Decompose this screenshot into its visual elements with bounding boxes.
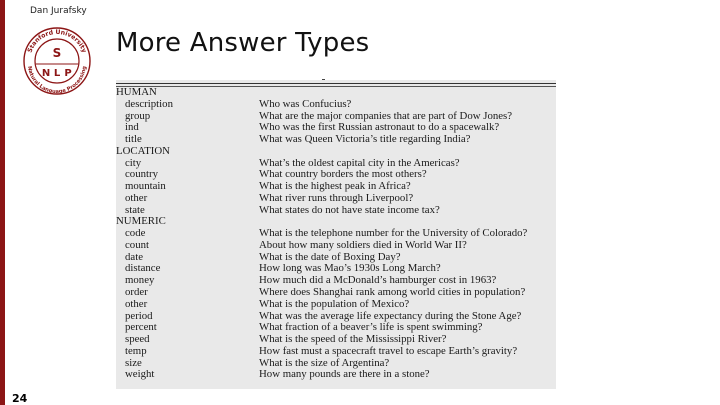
category-label: LOCATION — [116, 144, 170, 157]
subtype-label: date — [125, 250, 143, 263]
subtype-label: state — [125, 203, 145, 216]
subtype-label: speed — [125, 333, 150, 346]
example-question: What is the speed of the Mississippi River? — [259, 333, 447, 346]
example-question: How long was Mao’s 1930s Long March? — [259, 262, 441, 275]
example-question: Where does Shanghai rank among world cities in population? — [259, 286, 526, 299]
table-row — [116, 146, 556, 158]
example-question: What is the date of Boxing Day? — [259, 250, 401, 263]
logo-letter-n: N — [41, 68, 51, 79]
table-row — [116, 99, 556, 111]
logo-letter-p: P — [64, 68, 72, 79]
example-question: What was Queen Victoria’s title regarding India? — [259, 133, 471, 146]
subtype-label: period — [125, 309, 153, 322]
subtype-label: weight — [125, 368, 155, 381]
logo-letter-s: S — [52, 46, 62, 60]
subtype-label: order — [125, 286, 148, 299]
example-question: How many pounds are there in a stone? — [259, 368, 430, 381]
subtype-label: count — [125, 238, 149, 251]
category-label: NUMERIC — [116, 215, 166, 228]
example-question: About how many soldiers died in World War II? — [259, 238, 467, 251]
left-accent-bar — [0, 0, 5, 405]
subtype-label: temp — [125, 344, 147, 357]
subtype-label: ind — [125, 121, 139, 134]
svg-text:Natural Language Processing: Natural Language Processing — [26, 65, 88, 96]
logo-letter-l: L — [53, 68, 61, 79]
page-number: 24 — [12, 392, 28, 405]
example-question: What is the highest peak in Africa? — [259, 180, 411, 193]
example-question: What is the population of Mexico? — [259, 297, 410, 310]
subtype-label: money — [125, 274, 155, 287]
subtype-label: code — [125, 227, 146, 240]
stanford-nlp-logo — [22, 26, 92, 96]
subtype-label: city — [125, 156, 142, 169]
example-question: How fast must a spacecraft travel to escape Earth’s gravity? — [259, 344, 518, 357]
subtype-label: other — [125, 191, 148, 204]
example-question: What country borders the most others? — [259, 168, 427, 181]
table-row — [116, 193, 556, 205]
subtype-label: title — [125, 133, 142, 146]
category-label: HUMAN — [116, 86, 157, 98]
subtype-label: other — [125, 297, 148, 310]
subtype-label: description — [125, 97, 173, 110]
table-row — [116, 205, 556, 217]
subtype-label: country — [125, 168, 158, 181]
table-row — [116, 346, 556, 358]
example-question: What’s the oldest capital city in the Americas? — [259, 156, 460, 169]
slide-title: More Answer Types — [116, 28, 370, 58]
table-top-rule — [116, 83, 556, 84]
example-question: What fraction of a beaver’s life is spent swimming? — [259, 321, 483, 334]
subtype-label: mountain — [125, 180, 166, 193]
table-row — [116, 134, 556, 146]
subtype-label: distance — [125, 262, 161, 275]
example-question: What is the telephone number for the University of Colorado? — [259, 227, 528, 240]
example-question: What was the average life expectancy during the Stone Age? — [259, 309, 522, 322]
table-top-tick — [322, 79, 325, 80]
subtype-label: group — [125, 109, 151, 122]
example-question: Who was the first Russian astronaut to do a spacewalk? — [259, 121, 500, 134]
example-question: What river runs through Liverpool? — [259, 191, 414, 204]
table-row — [116, 299, 556, 311]
table-row — [116, 369, 556, 381]
example-question: What states do not have state income tax? — [259, 203, 440, 216]
table-row — [116, 240, 556, 252]
example-question: What are the major companies that are part of Dow Jones? — [259, 109, 513, 122]
example-question: Who was Confucius? — [259, 97, 352, 110]
example-question: What is the size of Argentina? — [259, 356, 390, 369]
table-row — [116, 87, 556, 99]
svg-text:Stanford University: Stanford University — [26, 28, 88, 54]
subtype-label: size — [125, 356, 142, 369]
example-question: How much did a McDonald’s hamburger cost in 1963? — [259, 274, 497, 287]
author-label: Dan Jurafsky — [30, 6, 87, 16]
answer-types-rows — [116, 87, 556, 381]
subtype-label: percent — [125, 321, 157, 334]
